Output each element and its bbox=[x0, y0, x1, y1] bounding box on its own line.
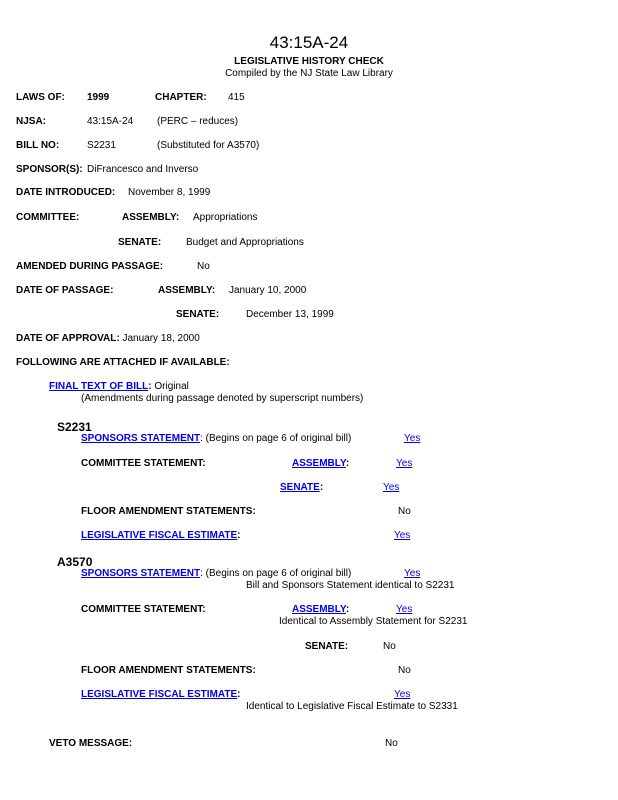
njsa-value: 43:15A-24 bbox=[87, 116, 134, 127]
a3570-sponsors-subnote: Bill and Sponsors Statement identical to S2231 bbox=[246, 580, 455, 591]
a3570-committee-label: COMMITTEE STATEMENT: bbox=[81, 604, 206, 615]
a3570-sponsors-link[interactable]: SPONSORS STATEMENT bbox=[81, 568, 201, 579]
veto-value: No bbox=[385, 738, 398, 749]
s2231-assembly-colon: : bbox=[345, 458, 350, 469]
date-of-passage-label: DATE OF PASSAGE: bbox=[16, 285, 114, 296]
a3570-heading: A3570 bbox=[57, 555, 93, 569]
final-text-colon: : bbox=[148, 381, 152, 392]
bill-no-label: BILL NO: bbox=[16, 140, 60, 151]
s2231-assembly-row bbox=[292, 458, 349, 470]
passage-senate-label: SENATE: bbox=[176, 309, 220, 320]
s2231-floor-label: FLOOR AMENDMENT STATEMENTS: bbox=[81, 506, 256, 517]
a3570-assembly-row bbox=[292, 604, 349, 616]
s2231-senate-colon: : bbox=[319, 482, 324, 493]
s2231-fiscal-row bbox=[81, 530, 240, 542]
amended-value: No bbox=[197, 261, 210, 272]
s2231-fiscal-colon: : bbox=[237, 530, 241, 541]
a3570-assembly-colon: : bbox=[345, 604, 350, 615]
a3570-sponsors-yes-link[interactable]: Yes bbox=[404, 568, 421, 579]
date-of-approval bbox=[16, 333, 200, 345]
date-of-approval-value: January 18, 2000 bbox=[122, 333, 200, 344]
s2231-sponsors-row bbox=[81, 433, 351, 445]
s2231-assembly-yes-link[interactable]: Yes bbox=[396, 458, 413, 469]
a3570-fiscal-yes-link[interactable]: Yes bbox=[394, 689, 411, 700]
committee-label: COMMITTEE: bbox=[16, 212, 80, 223]
veto-label: VETO MESSAGE: bbox=[49, 738, 133, 749]
sponsors-label: SPONSOR(S): bbox=[16, 164, 83, 175]
a3570-fiscal-subnote: Identical to Legislative Fiscal Estimate to S2331 bbox=[246, 701, 458, 712]
s2231-sponsors-link[interactable]: SPONSORS STATEMENT bbox=[81, 433, 201, 444]
s2231-fiscal-link[interactable]: LEGISLATIVE FISCAL ESTIMATE bbox=[81, 530, 238, 541]
chapter-value: 415 bbox=[228, 92, 245, 103]
final-text-value: Original bbox=[154, 381, 189, 392]
a3570-fiscal-colon: : bbox=[237, 689, 241, 700]
a3570-assembly-yes-link[interactable]: Yes bbox=[396, 604, 413, 615]
s2231-senate-link[interactable]: SENATE bbox=[280, 482, 320, 493]
date-of-approval-label: DATE OF APPROVAL: bbox=[16, 333, 120, 344]
final-text-link[interactable]: FINAL TEXT OF BILL bbox=[49, 381, 149, 392]
a3570-sponsors-note: : (Begins on page 6 of original bill) bbox=[200, 568, 352, 579]
bill-no-note: (Substituted for A3570) bbox=[157, 140, 260, 151]
a3570-assembly-subnote: Identical to Assembly Statement for S2231 bbox=[279, 616, 468, 627]
date-introduced-label: DATE INTRODUCED: bbox=[16, 187, 116, 198]
amended-label: AMENDED DURING PASSAGE: bbox=[16, 261, 164, 272]
s2231-sponsors-yes-link[interactable]: Yes bbox=[404, 433, 421, 444]
date-introduced-value: November 8, 1999 bbox=[128, 187, 211, 198]
compiled-by: Compiled by the NJ State Law Library bbox=[225, 68, 393, 79]
s2231-sponsors-note: : (Begins on page 6 of original bill) bbox=[200, 433, 352, 444]
s2231-floor-value: No bbox=[398, 506, 411, 517]
passage-senate-value: December 13, 1999 bbox=[246, 309, 334, 320]
njsa-note: (PERC – reduces) bbox=[157, 116, 239, 127]
sponsors-value: DiFrancesco and Inverso bbox=[87, 164, 199, 175]
a3570-floor-label: FLOOR AMENDMENT STATEMENTS: bbox=[81, 665, 256, 676]
committee-assembly-label: ASSEMBLY: bbox=[122, 212, 180, 223]
a3570-assembly-link[interactable]: ASSEMBLY bbox=[292, 604, 346, 615]
laws-of-label: LAWS OF: bbox=[16, 92, 65, 103]
s2231-senate-row bbox=[280, 482, 323, 494]
committee-senate-value: Budget and Appropriations bbox=[186, 237, 304, 248]
s2231-committee-label: COMMITTEE STATEMENT: bbox=[81, 458, 206, 469]
s2231-assembly-link[interactable]: ASSEMBLY bbox=[292, 458, 346, 469]
a3570-floor-value: No bbox=[398, 665, 411, 676]
committee-assembly-value: Appropriations bbox=[193, 212, 258, 223]
page-title: 43:15A-24 bbox=[269, 33, 349, 52]
committee-senate-label: SENATE: bbox=[118, 237, 162, 248]
a3570-senate-value: No bbox=[383, 641, 396, 652]
following-heading: FOLLOWING ARE ATTACHED IF AVAILABLE: bbox=[16, 357, 230, 368]
final-text-note: (Amendments during passage denoted by superscript numbers) bbox=[81, 393, 364, 404]
chapter-label: CHAPTER: bbox=[155, 92, 207, 103]
s2231-heading: S2231 bbox=[57, 420, 92, 434]
final-text-row bbox=[49, 381, 189, 393]
njsa-label: NJSA: bbox=[16, 116, 47, 127]
a3570-sponsors-row bbox=[81, 568, 351, 580]
s2231-fiscal-yes-link[interactable]: Yes bbox=[394, 530, 411, 541]
laws-of-value: 1999 bbox=[87, 92, 110, 103]
s2231-senate-yes-link[interactable]: Yes bbox=[383, 482, 400, 493]
passage-assembly-label: ASSEMBLY: bbox=[158, 285, 216, 296]
passage-assembly-value: January 10, 2000 bbox=[229, 285, 307, 296]
bill-no-value: S2231 bbox=[87, 140, 116, 151]
a3570-senate-label: SENATE: bbox=[305, 641, 349, 652]
page-subtitle: LEGISLATIVE HISTORY CHECK bbox=[234, 56, 384, 67]
a3570-fiscal-row bbox=[81, 689, 240, 701]
a3570-fiscal-link[interactable]: LEGISLATIVE FISCAL ESTIMATE bbox=[81, 689, 238, 700]
